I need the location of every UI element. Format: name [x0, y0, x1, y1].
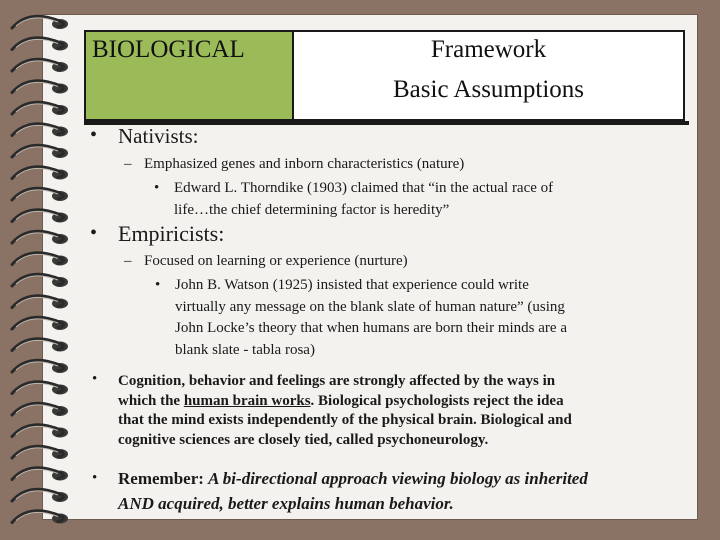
- point-nativists: Emphasized genes and inborn characteristics (nature): [144, 156, 465, 172]
- remember-line-2: [118, 491, 454, 516]
- binding-ring: [12, 382, 68, 395]
- header-left-label: BIOLOGICAL: [92, 36, 245, 63]
- binding-ring: [12, 339, 68, 352]
- binding-ring: [12, 403, 68, 416]
- remember-italic-2: AND acquired, better explains human behavior.: [118, 494, 454, 513]
- bullet-empiricists: •: [90, 222, 98, 244]
- empiricists-quote-line-1: John B. Watson (1925) insisted that experience could write: [175, 277, 529, 293]
- nativists-quote-line-2: life…the chief determining factor is heredity”: [174, 202, 450, 218]
- binding-ring: [12, 210, 68, 223]
- binding-ring: [12, 296, 68, 309]
- binding-ring: [12, 425, 68, 438]
- binding-ring: [12, 253, 68, 266]
- binding-ring: [12, 468, 68, 481]
- binding-ring: [12, 81, 68, 94]
- cognition-line-2-end: . Biological psychologists reject the idea: [310, 393, 564, 409]
- human-brain-works-link[interactable]: human brain works: [183, 393, 311, 409]
- cognition-line-1: Cognition, behavior and feelings are strongly affected by the ways in: [118, 373, 556, 389]
- binding-ring: [12, 274, 68, 287]
- binding-ring: [12, 16, 68, 29]
- binding-ring: [12, 188, 68, 201]
- binding-ring: [12, 124, 68, 137]
- bullet-nativists: •: [90, 124, 98, 146]
- point-empiricists: Focused on learning or experience (nurture): [144, 253, 408, 269]
- page-subtitle: Basic Assumptions: [393, 76, 584, 103]
- remember-italic-1: A bi-directional approach viewing biology as inherited: [208, 469, 588, 488]
- empiricists-quote-line-2: virtually any message on the blank slate of human nature” (using: [175, 299, 565, 315]
- page-title: Framework: [430, 36, 547, 63]
- bullet-remember: •: [92, 470, 98, 486]
- binding-ring: [12, 511, 68, 524]
- nativists-quote-line-1: Edward L. Thorndike (1903) claimed that “in the actual race of: [174, 180, 554, 196]
- binding-ring: [12, 59, 68, 72]
- binding-ring: [12, 446, 68, 459]
- cognition-line-2: [118, 391, 564, 411]
- sub-bullet-empiricists: •: [155, 277, 161, 293]
- binding-ring: [12, 489, 68, 502]
- cognition-line-2-start: which the: [118, 393, 184, 409]
- spiral-binding-icon: [0, 0, 90, 540]
- binding-ring: [12, 317, 68, 330]
- bullet-cognition: •: [92, 371, 98, 387]
- cognition-line-4: cognitive sciences are closely tied, called psychoneurology.: [118, 432, 489, 448]
- empiricists-quote-line-3: John Locke’s theory that when humans are born their minds are a: [175, 320, 567, 336]
- binding-ring: [12, 102, 68, 115]
- sub-bullet-nativists: •: [154, 180, 160, 196]
- binding-ring: [12, 167, 68, 180]
- binding-ring: [12, 38, 68, 51]
- heading-nativists: Nativists:: [118, 124, 199, 148]
- dash-empiricists: –: [124, 253, 132, 269]
- dash-nativists: –: [124, 156, 132, 172]
- binding-ring: [12, 360, 68, 373]
- binding-ring: [12, 231, 68, 244]
- heading-empiricists: Empiricists:: [118, 221, 225, 246]
- empiricists-quote-line-4: blank slate - tabla rosa): [175, 342, 315, 358]
- binding-ring: [12, 145, 68, 158]
- remember-label: Remember:: [118, 469, 209, 488]
- cognition-line-3: that the mind exists independently of the physical brain. Biological and: [118, 412, 572, 428]
- remember-line-1: [118, 466, 588, 491]
